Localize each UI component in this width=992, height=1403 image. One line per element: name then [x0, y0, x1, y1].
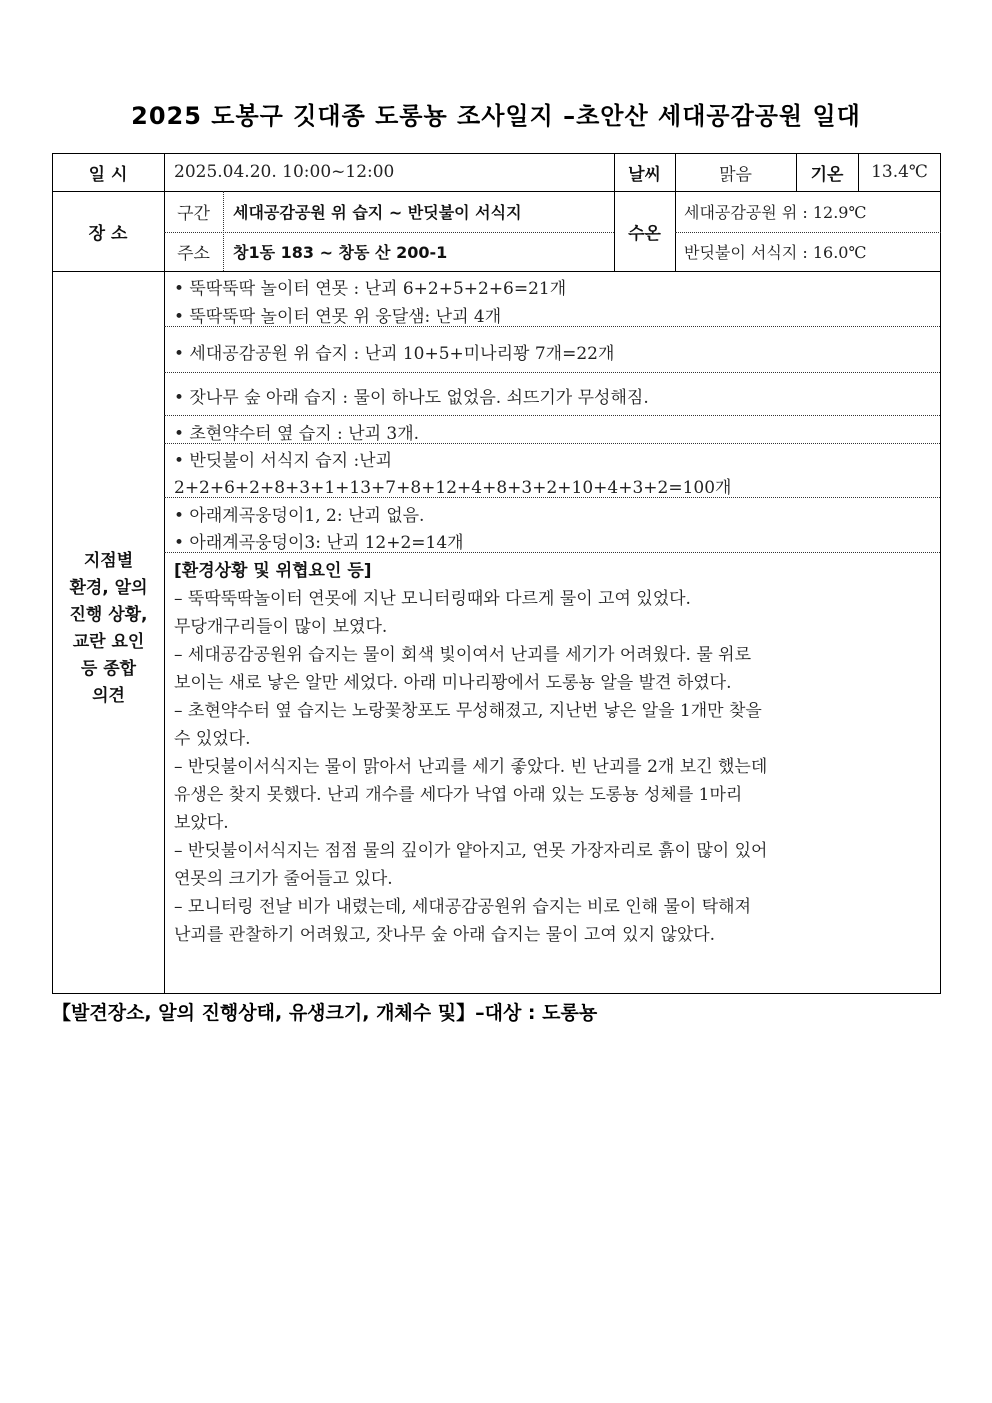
site-divider — [164, 415, 940, 416]
site-divider — [164, 372, 940, 373]
opinion-label-line: 지점별 — [83, 551, 134, 571]
findings-heading: 【발견장소, 알의 진행상태, 유생크기, 개체수 및】–대상 : 도롱뇽 — [52, 1002, 598, 1024]
opinion-label — [52, 548, 165, 710]
datetime-value: 2025.04.20. 10:00~12:00 — [174, 162, 395, 182]
site-entry: • 아래계곡웅덩이1, 2: 난괴 없음. — [174, 506, 425, 526]
opinion-label-line: 환경, 알의 — [69, 578, 148, 598]
opinion-label-line: 교란 요인 — [72, 632, 145, 652]
site-entry: • 뚝딱뚝딱 놀이터 연못 : 난괴 6+2+5+2+6=21개 — [174, 279, 567, 299]
site-entry: • 아래계곡웅덩이3: 난괴 12+2=14개 — [174, 533, 464, 553]
water-temp-label: 수온 — [628, 223, 661, 244]
site-entry: • 초현약수터 옆 습지 : 난괴 3개. — [174, 424, 420, 444]
weather-label: 날씨 — [628, 164, 661, 185]
env-line: 무당개구리들이 많이 보였다. — [174, 617, 388, 637]
opinion-label-line: 의견 — [92, 686, 125, 706]
env-line: 수 있었다. — [174, 729, 251, 749]
env-line: 유생은 찾지 못했다. 난괴 개수를 세다가 낙엽 아래 있는 도롱뇽 성체를 1마리 — [174, 785, 743, 805]
env-line: – 초현약수터 옆 습지는 노랑꽃창포도 무성해졌고, 지난번 낳은 알을 1개만 찾을 — [174, 701, 762, 721]
address-label: 주소 — [177, 244, 210, 264]
env-line: – 세대공감공원위 습지는 물이 회색 빛이여서 난괴를 세기가 어려웠다. 물 위로 — [174, 645, 752, 665]
opinion-label-line: 진행 상황, — [69, 605, 148, 625]
row-divider — [52, 271, 941, 272]
env-line: 보았다. — [174, 813, 229, 833]
site-entry: 2+2+6+2+8+3+1+13+7+8+12+4+8+3+2+10+4+3+2=100개 — [174, 478, 732, 498]
air-temp-label: 기온 — [810, 164, 844, 185]
section-value: 세대공감공원 위 습지 ~ 반딧불이 서식지 — [233, 203, 522, 222]
address-value: 창1동 183 ~ 창동 산 200-1 — [233, 243, 448, 262]
env-line: – 모니터링 전날 비가 내렸는데, 세대공감공원위 습지는 비로 인해 물이 탁해져 — [174, 897, 752, 917]
place-label: 장 소 — [88, 223, 128, 244]
air-temp-value: 13.4℃ — [871, 162, 928, 182]
weather-value: 맑음 — [719, 164, 752, 185]
env-line: 보이는 새로 낳은 알만 세었다. 아래 미나리꽝에서 도롱뇽 알을 발견 하였다. — [174, 673, 732, 693]
env-line: – 반딧불이서식지는 물이 맑아서 난괴를 세기 좋았다. 빈 난괴를 2개 보긴 했는데 — [174, 757, 768, 777]
datetime-label: 일 시 — [88, 164, 128, 185]
water-temp-upper: 세대공감공원 위 : 12.9℃ — [684, 203, 867, 222]
site-entry: • 반딧불이 서식지 습지 :난괴 — [174, 451, 393, 471]
env-line: 연못의 크기가 줄어들고 있다. — [174, 869, 393, 889]
section-label: 구간 — [177, 204, 210, 224]
env-line: – 뚝딱뚝딱놀이터 연못에 지난 모니터링때와 다르게 물이 고여 있었다. — [174, 589, 691, 609]
env-line: – 반딧불이서식지는 점점 물의 깊이가 얕아지고, 연못 가장자리로 흙이 많이 있어 — [174, 841, 768, 861]
env-heading: [환경상황 및 위협요인 등] — [174, 561, 372, 581]
env-line: 난괴를 관찰하기 어려웠고, 잣나무 숲 아래 습지는 물이 고여 있지 않았다. — [174, 925, 716, 945]
col-divider-dotted — [223, 191, 224, 271]
site-entry: • 세대공감공원 위 습지 : 난괴 10+5+미나리꽝 7개=22개 — [174, 344, 615, 364]
water-temp-firefly: 반딧불이 서식지 : 16.0℃ — [684, 243, 867, 262]
document-title: 2025 도봉구 깃대종 도롱뇽 조사일지 –초안산 세대공감공원 일대 — [131, 102, 861, 130]
site-entry: • 뚝딱뚝딱 놀이터 연못 위 웅달샘: 난괴 4개 — [174, 307, 502, 327]
site-entry: • 잣나무 숲 아래 습지 : 물이 하나도 없었음. 쇠뜨기가 무성해짐. — [174, 388, 649, 408]
opinion-label-line: 등 종합 — [80, 659, 137, 679]
